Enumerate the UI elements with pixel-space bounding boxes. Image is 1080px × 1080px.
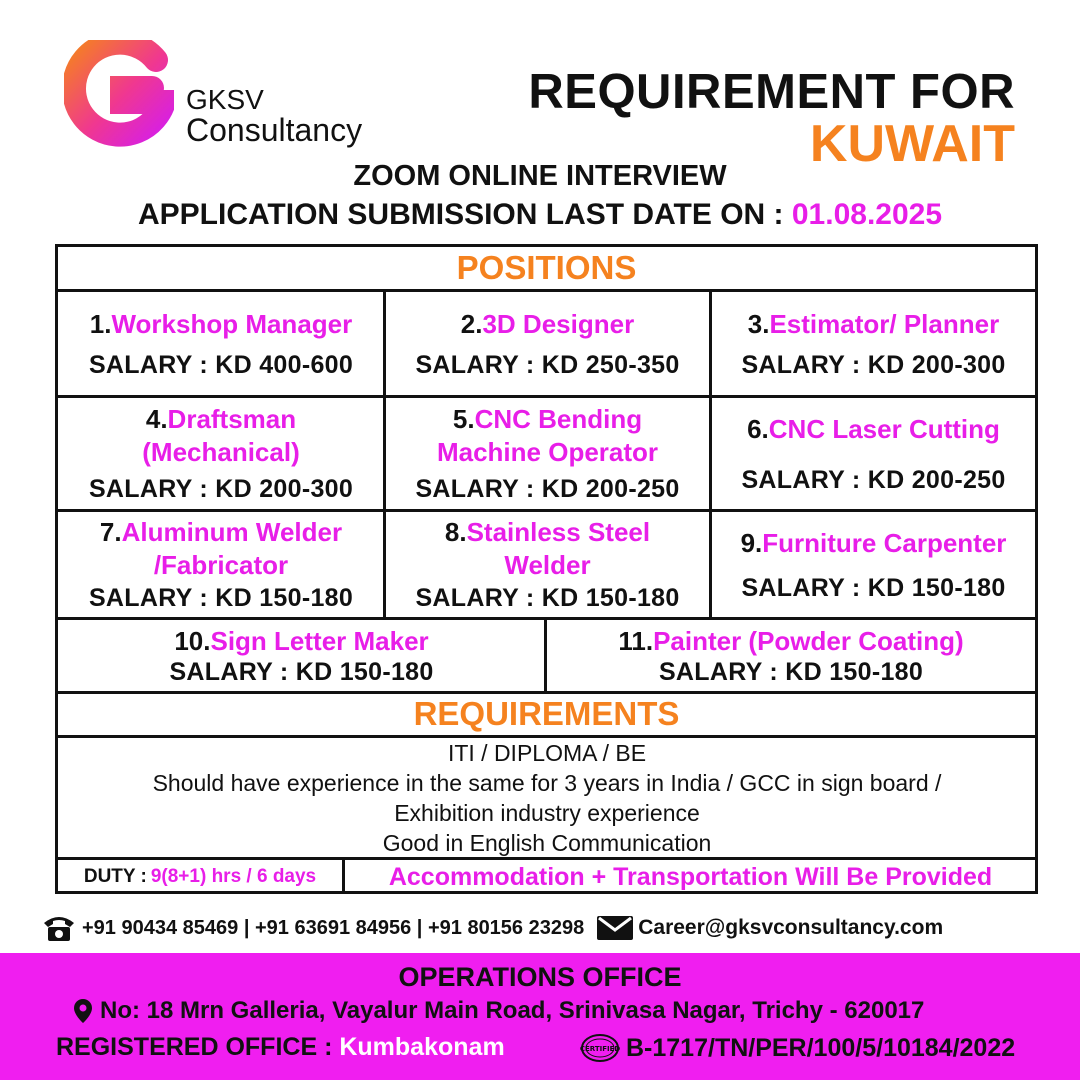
- position-card: 10.Sign Letter Maker SALARY : KD 150-180: [169, 625, 434, 686]
- deadline-date: 01.08.2025: [791, 198, 943, 231]
- deadline-label: APPLICATION SUBMISSION LAST DATE ON :: [137, 198, 784, 231]
- brand-subtitle: Consultancy: [186, 112, 363, 148]
- positions-table: [55, 244, 1038, 894]
- position-card: 3.Estimator/ Planner SALARY : KD 200-300: [741, 308, 1006, 379]
- position-card: 1.Workshop Manager SALARY : KD 400-600: [88, 308, 354, 379]
- location-pin-icon: [72, 998, 94, 1024]
- position-card: 6.CNC Laser Cutting SALARY : KD 200-250: [741, 413, 1006, 494]
- position-name: Furniture Carpenter: [762, 527, 1007, 558]
- benefits: [345, 860, 1036, 894]
- address-text: No: 18 Mrn Galleria, Vayalur Main Road, Srinivasa Nagar, Trichy - 620017: [100, 997, 925, 1024]
- svg-text:CERTIFIED: CERTIFIED: [580, 1045, 620, 1053]
- position-card: 2.3D Designer SALARY : KD 250-350: [415, 308, 680, 379]
- position-name: Workshop Manager: [111, 308, 353, 339]
- position-salary: SALARY : KD 150-180: [88, 584, 354, 612]
- phone-numbers[interactable]: +91 90434 85469 | +91 63691 84956 | +91 80156 23298: [82, 916, 585, 939]
- position-card: 5.CNC Bending Machine Operator SALARY : KD 200-250: [415, 404, 680, 503]
- registered-value: Kumbakonam: [339, 1033, 505, 1061]
- requirement-item: Exhibition industry experience: [394, 799, 700, 826]
- position-card: 9.Furniture Carpenter SALARY : KD 150-180: [740, 527, 1007, 602]
- position-salary: SALARY : KD 150-180: [741, 573, 1006, 602]
- position-salary: SALARY : KD 150-180: [169, 657, 434, 686]
- registered-label: REGISTERED OFFICE :: [56, 1033, 333, 1061]
- position-name-line2: Welder: [504, 550, 591, 580]
- position-card: 4.Draftsman (Mechanical) SALARY : KD 200-300: [88, 404, 354, 503]
- benefits-text: Accommodation + Transportation Will Be Provided: [388, 862, 993, 891]
- operations-office-title: OPERATIONS OFFICE: [398, 962, 682, 992]
- requirement-item: Good in English Communication: [382, 829, 712, 856]
- position-name: CNC Laser Cutting: [768, 413, 1000, 444]
- requirements-list: [58, 738, 1036, 857]
- license-number: [580, 1033, 1015, 1063]
- interview-mode: ZOOM ONLINE INTERVIEW: [353, 160, 727, 192]
- certified-stamp-icon: [580, 1033, 620, 1063]
- position-name: Stainless Steel: [466, 517, 651, 547]
- positions-title: POSITIONS: [456, 249, 637, 286]
- position-salary: SALARY : KD 200-300: [741, 350, 1006, 379]
- position-name-line2: (Mechanical): [142, 437, 300, 467]
- requirement-item: Should have experience in the same for 3 years in India / GCC in sign board /: [152, 769, 942, 796]
- email-link[interactable]: Career@gksvconsultancy.com: [638, 916, 944, 939]
- license-text: B-1717/TN/PER/100/5/10184/2022: [626, 1033, 1016, 1062]
- duty-label: DUTY :: [83, 866, 147, 887]
- logo-g-mark: [64, 40, 174, 152]
- position-card: 8.Stainless Steel Welder SALARY : KD 150-180: [415, 517, 680, 612]
- position-name: Draftsman: [167, 404, 297, 434]
- position-name: 3D Designer: [482, 308, 635, 339]
- position-salary: SALARY : KD 400-600: [88, 350, 354, 379]
- position-name: Sign Letter Maker: [210, 625, 429, 656]
- position-name-line2: Machine Operator: [436, 437, 659, 467]
- registered-office: [56, 1033, 505, 1062]
- page-title-country: KUWAIT: [809, 115, 1015, 173]
- envelope-icon: [596, 915, 634, 941]
- brand-name: GKSV: [186, 84, 264, 115]
- phone-icon: [42, 913, 76, 943]
- deadline-line: [0, 198, 1080, 232]
- position-salary: SALARY : KD 150-180: [415, 584, 680, 612]
- position-salary: SALARY : KD 200-250: [741, 465, 1006, 494]
- position-salary: SALARY : KD 200-250: [415, 475, 680, 503]
- position-card: 7.Aluminum Welder /Fabricator SALARY : KD 150-180: [88, 517, 354, 612]
- duty-info: [58, 860, 342, 894]
- position-name: Estimator/ Planner: [769, 308, 1000, 339]
- position-name: Painter (Powder Coating): [653, 625, 964, 656]
- operations-address: [72, 997, 1072, 1025]
- position-salary: SALARY : KD 250-350: [415, 350, 680, 379]
- page-title: REQUIREMENT FOR: [528, 65, 1015, 119]
- position-salary: SALARY : KD 150-180: [658, 657, 924, 686]
- contact-bar: [42, 910, 1042, 946]
- position-name: CNC Bending: [474, 404, 643, 434]
- position-card: 11.Painter (Powder Coating) SALARY : KD 150-180: [618, 625, 964, 686]
- duty-value: 9(8+1) hrs / 6 days: [150, 866, 317, 887]
- requirement-item: ITI / DIPLOMA / BE: [447, 739, 647, 766]
- requirements-title: REQUIREMENTS: [413, 695, 680, 732]
- position-name-line2: /Fabricator: [153, 550, 289, 580]
- position-name: Aluminum Welder: [121, 517, 343, 547]
- position-salary: SALARY : KD 200-300: [88, 475, 354, 503]
